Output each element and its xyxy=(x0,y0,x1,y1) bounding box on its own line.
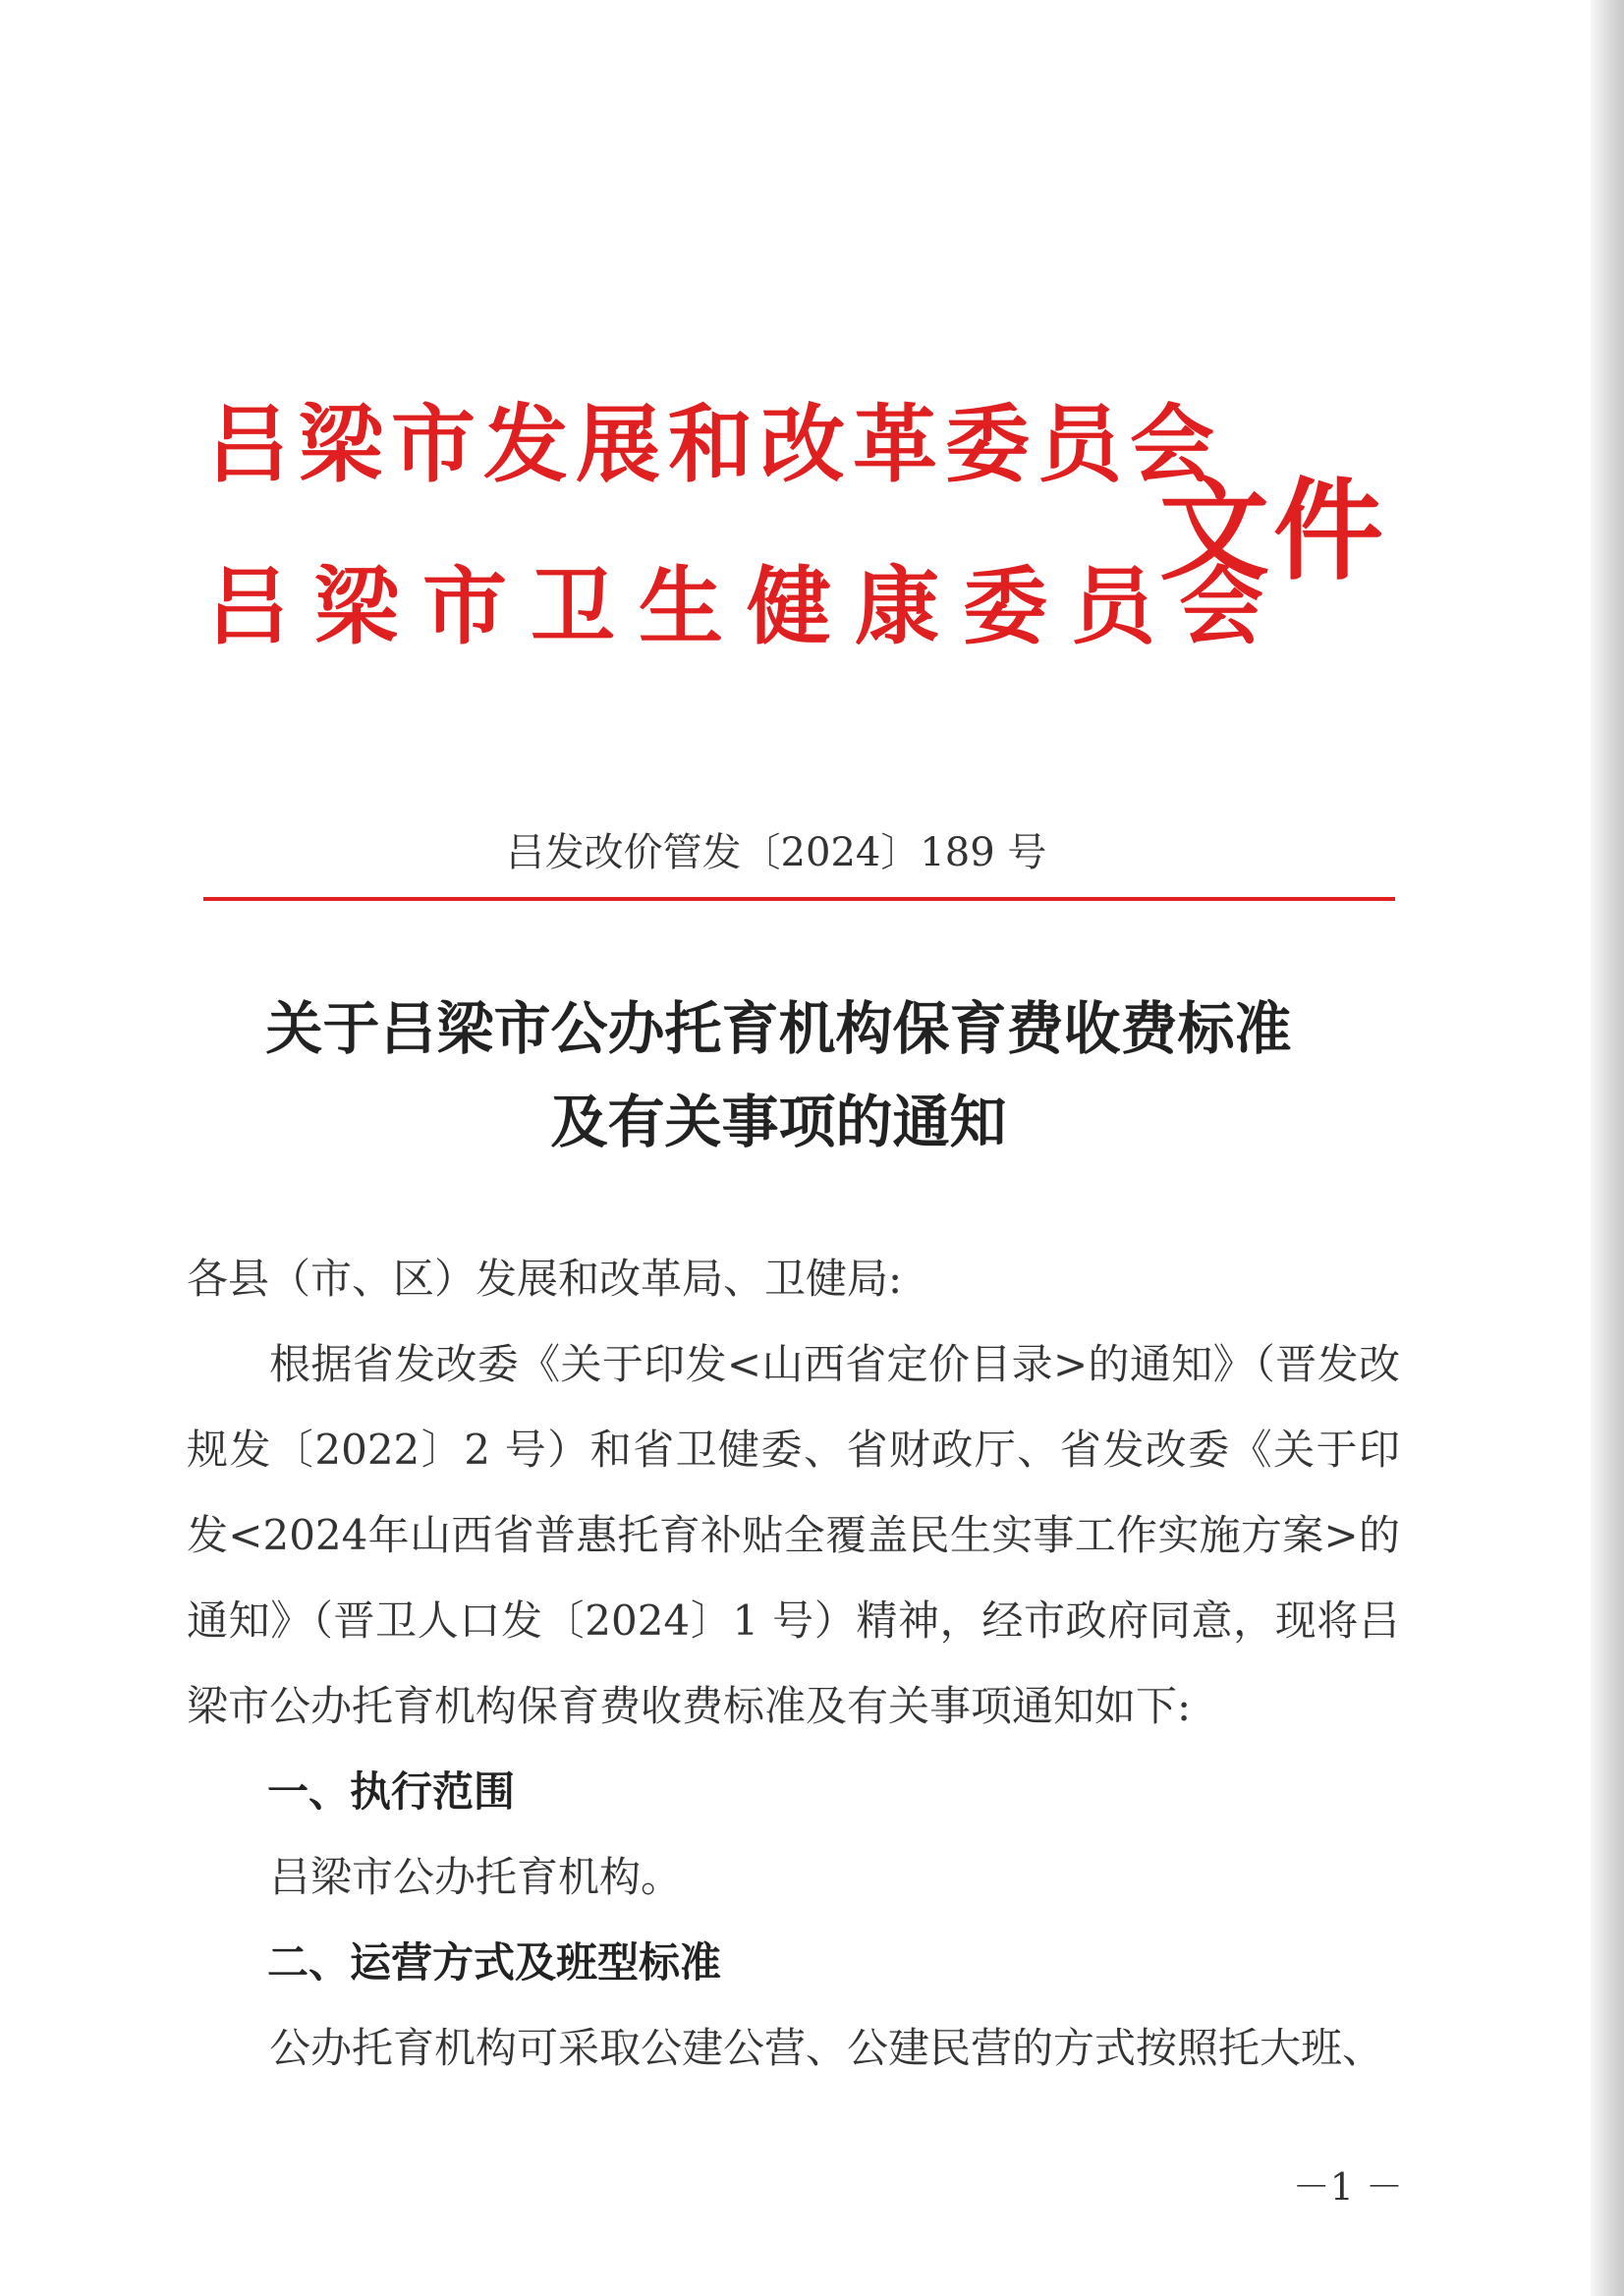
body-paragraph: 根据省发改委《关于印发<山西省定价目录>的通知》（晋发改规发〔2022〕2 号）和省卫健委、省财政厅、省发改委《关于印发<2024年山西省普惠托育补贴全覆盖民生实事工作实施方案>的通知》（晋卫人口发〔2024〕1 号）精神，经市政府同意，现将吕梁市公办托育机构保育费收费标准及有关事项通知如下: xyxy=(187,1340,1400,1730)
red-divider xyxy=(203,897,1395,901)
section-text-2: 公办托育机构可采取公建公营、公建民营的方式按照托大班、 xyxy=(269,2024,1384,2072)
section-heading-1: 一、执行范围 xyxy=(267,1767,516,1816)
page-edge xyxy=(1591,0,1624,2296)
document-body xyxy=(187,1236,1400,2091)
document-label: 文件 xyxy=(1159,468,1387,595)
salutation: 各县（市、区）发展和改革局、卫健局: xyxy=(187,1255,903,1303)
section-text-1: 吕梁市公办托育机构。 xyxy=(269,1853,683,1901)
issuing-org-1: 吕梁市发展和改革委员会 xyxy=(206,396,1222,494)
document-header xyxy=(206,388,1395,683)
title-line-1: 关于吕梁市公办托育机构保育费收费标准 xyxy=(265,995,1292,1062)
section-heading-2: 二、运营方式及班型标准 xyxy=(267,1938,722,1987)
title-line-2: 及有关事项的通知 xyxy=(550,1089,1007,1155)
issuing-org-2: 吕梁市卫生健康委员会 xyxy=(206,558,1287,656)
document-title xyxy=(0,982,1557,1169)
document-number: 吕发改价管发〔2024〕189 号 xyxy=(505,830,1047,875)
page-number: －1 － xyxy=(1292,2165,1403,2209)
